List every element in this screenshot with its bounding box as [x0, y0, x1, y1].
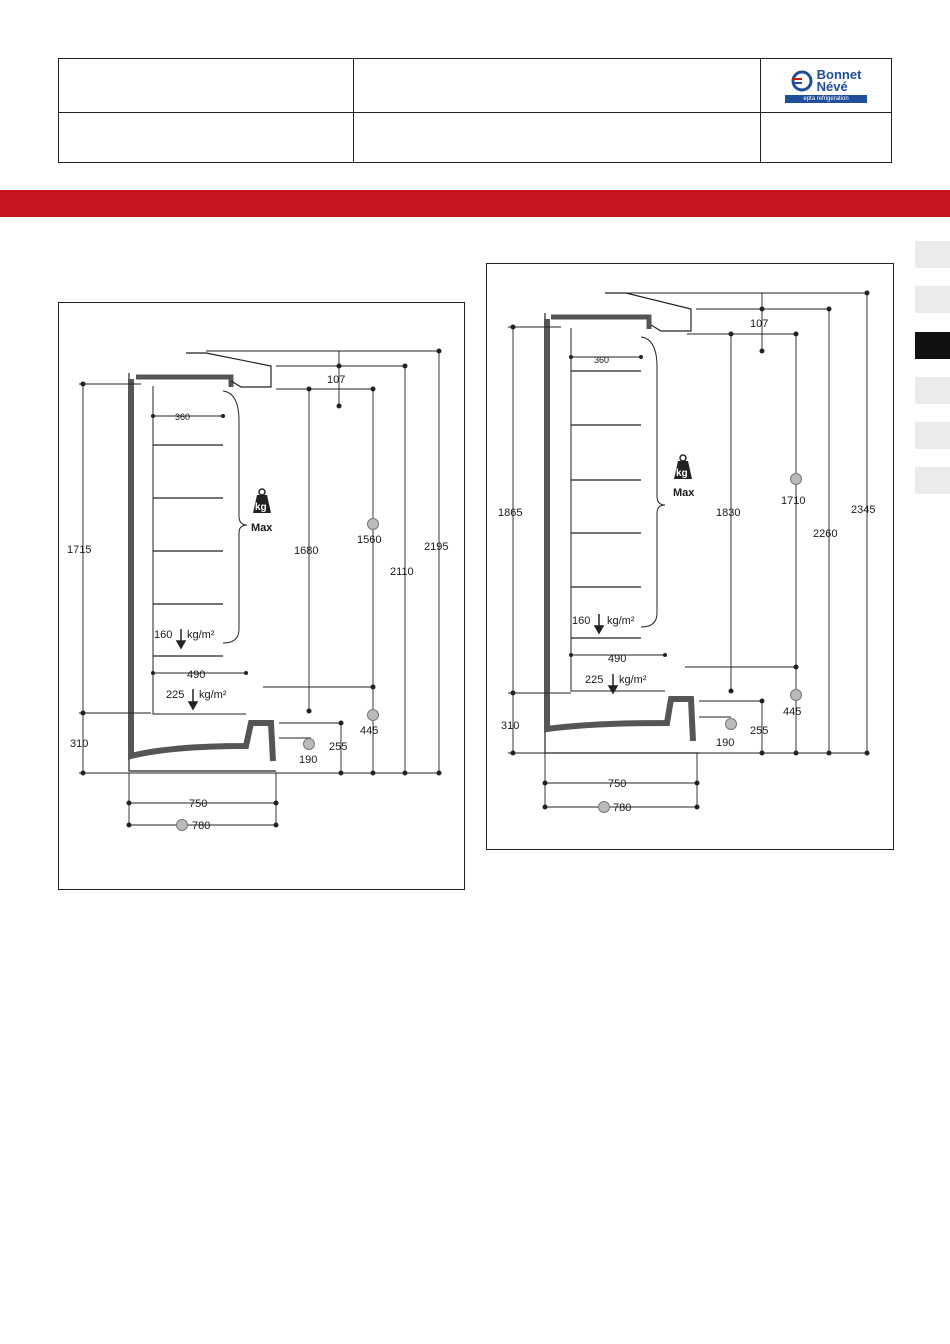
section-band	[0, 190, 950, 217]
dim-width-overall: 780	[192, 820, 211, 832]
dim-height-d: 2110	[390, 566, 414, 578]
dim-cover-depth: 107	[327, 374, 346, 386]
dim-shelf-load-unit: kg/m²	[187, 629, 215, 641]
drawing-frame-small	[58, 302, 465, 890]
dim-cover-depth-large: 107	[750, 318, 769, 330]
cabinet-drawing-small	[59, 303, 464, 889]
dim-drain-b-large: 255	[750, 725, 769, 737]
weight-icon-label-large: kg	[676, 468, 688, 479]
weight-icon	[674, 455, 692, 479]
side-tab-3[interactable]	[915, 332, 950, 359]
dim-width-overall-large: 780	[613, 802, 632, 814]
dim-drain-a-large: 190	[716, 737, 735, 749]
dim-height-c: 1560	[357, 534, 382, 546]
dim-base-depth-large: 490	[608, 653, 627, 665]
header-cell-title	[59, 59, 354, 113]
logo-line-2: Névé	[816, 78, 848, 94]
dim-shelf-load-large: 160	[572, 615, 591, 627]
dim-drain-c-large: 445	[783, 706, 802, 718]
header-cell-subtitle	[354, 59, 761, 113]
dim-height-c-large: 1710	[781, 495, 806, 507]
dim-base-load-large: 225	[585, 674, 604, 686]
dim-base-depth: 490	[187, 669, 206, 681]
weight-icon-label: kg	[255, 502, 267, 513]
side-tab-6[interactable]	[915, 467, 950, 494]
dim-shelf-depth-large: 360	[594, 355, 610, 365]
dim-height-e: 2195	[424, 541, 449, 553]
side-tab-2[interactable]	[915, 286, 950, 313]
dim-drain-b: 255	[329, 741, 348, 753]
header-cell-page	[761, 113, 892, 163]
drawing-frame-large	[486, 263, 894, 850]
document-header-table	[58, 58, 892, 163]
dim-base-load: 225	[166, 689, 185, 701]
logo-line-1: Bonnet	[816, 66, 862, 82]
dim-height-d-large: 2260	[813, 528, 838, 540]
dim-height-a: 1715	[67, 544, 92, 556]
dim-width: 750	[189, 798, 208, 810]
weight-icon	[253, 489, 271, 513]
max-load-label-large: Max	[673, 487, 695, 499]
brand-logo	[761, 59, 892, 113]
dim-height-b-large: 1830	[716, 507, 741, 519]
dim-shelf-load-unit-large: kg/m²	[607, 615, 635, 627]
dim-drain-c: 445	[360, 725, 379, 737]
side-tab-5[interactable]	[915, 422, 950, 449]
cabinet-drawing-large	[487, 264, 893, 849]
dim-base-load-unit: kg/m²	[199, 689, 227, 701]
dim-width-large: 750	[608, 778, 627, 790]
dim-base-height-large: 310	[501, 720, 520, 732]
header-cell-description	[354, 113, 761, 163]
side-tab-4[interactable]	[915, 377, 950, 404]
dim-shelf-load: 160	[154, 629, 173, 641]
dim-drain-a: 190	[299, 754, 318, 766]
max-load-label: Max	[251, 522, 273, 534]
dim-height-e-large: 2345	[851, 504, 876, 516]
dim-height-a-large: 1865	[498, 507, 523, 519]
dim-shelf-depth: 360	[175, 412, 191, 422]
logo-e-icon	[791, 70, 813, 92]
dim-base-height: 310	[70, 738, 89, 750]
side-tab-1[interactable]	[915, 241, 950, 268]
header-cell-section	[59, 113, 354, 163]
dim-base-load-unit-large: kg/m²	[619, 674, 647, 686]
dim-height-b: 1680	[294, 545, 319, 557]
logo-tagline: epta refrigeration	[785, 95, 867, 103]
